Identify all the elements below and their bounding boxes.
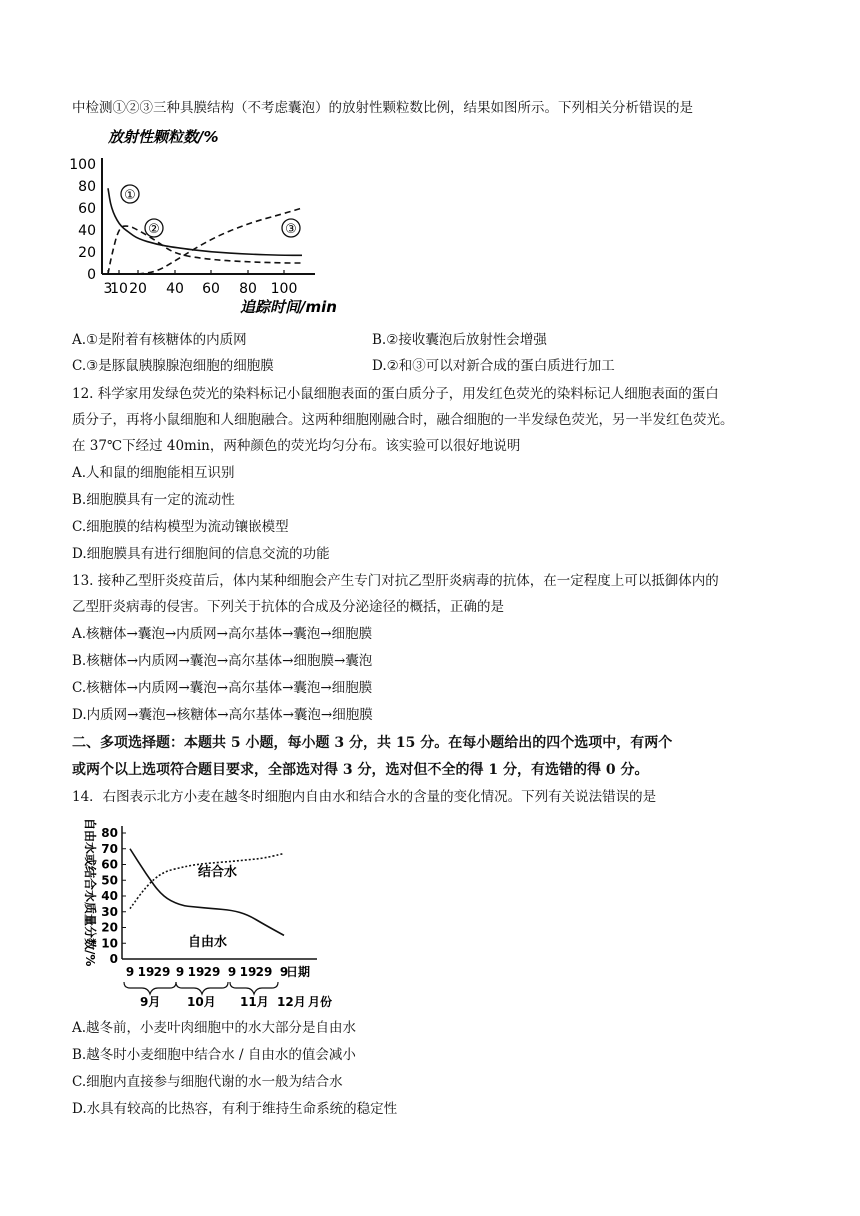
chart2-ylabel: 自由水或结合水质量分数/% xyxy=(83,818,97,967)
q13-stem-line1: 13. 接种乙型肝炎疫苗后，体内某种细胞会产生专门对抗乙型肝炎病毒的抗体，在一定程度上可以抵御体内的 xyxy=(72,573,719,589)
chart2-ytick-label: 60 xyxy=(101,857,118,872)
chart-water-content xyxy=(72,812,342,1012)
chart1-xtick-label: 3 xyxy=(103,281,113,297)
chart2-xtick-label: 29 xyxy=(203,965,221,979)
chart2-ytick-label: 70 xyxy=(101,841,118,856)
chart1-xlabel: 追踪时间/min xyxy=(240,298,337,316)
chart2-ytick-label: 50 xyxy=(101,873,118,888)
chart1-mark-2: ② xyxy=(148,222,160,237)
chart2-xtick-label: 9 xyxy=(175,965,185,979)
chart1-ytick-label: 100 xyxy=(69,157,96,173)
chart1-ytick-label: 80 xyxy=(78,179,96,195)
chart1-mark-3: ③ xyxy=(285,222,297,237)
chart1-ytick-label: 40 xyxy=(78,223,96,239)
q12-stem-line2: 质分子，再将小鼠细胞和人细胞融合。这两种细胞刚融合时，融合细胞的一半发绿色荧光，另一半发红色荧光。 xyxy=(72,412,734,428)
chart2-xtick-label: 29 xyxy=(153,965,171,979)
chart1-mark-1: ① xyxy=(124,188,136,203)
q14-option-a: A.越冬前，小麦叶肉细胞中的水大部分是自由水 xyxy=(72,1020,357,1036)
chart-radioactivity xyxy=(69,122,362,322)
q11-option-b: B.②接收囊泡后放射性会增强 xyxy=(372,332,547,348)
chart2-label-free-water: 自由水 xyxy=(188,935,228,950)
chart1-ytick-label: 60 xyxy=(78,201,96,217)
chart2-month-oct: 10月 xyxy=(187,995,216,1009)
q11-stem: 中检测①②③三种具膜结构（不考虑囊泡）的放射性颗粒数比例，结果如图所示。下列相关分析错误的是 xyxy=(72,100,693,116)
chart2-xtick-label: 19 xyxy=(239,965,257,979)
q14-option-d: D.水具有较高的比热容，有利于维持生命系统的稳定性 xyxy=(72,1101,398,1117)
chart1-xtick-label: 10 xyxy=(110,281,128,297)
chart2-ytick-label: 20 xyxy=(101,920,118,935)
q12-option-a: A.人和鼠的细胞能相互识别 xyxy=(72,465,235,481)
q12-stem-line3: 在 37℃下经过 40min，两种颜色的荧光均匀分布。该实验可以很好地说明 xyxy=(72,438,521,454)
q14-option-c: C.细胞内直接参与细胞代谢的水一般为结合水 xyxy=(72,1074,343,1090)
chart2-label-bound-water: 结合水 xyxy=(198,865,238,880)
q12-option-b: B.细胞膜具有一定的流动性 xyxy=(72,492,235,508)
chart2-ytick-label: 30 xyxy=(101,904,118,919)
q14-option-b: B.越冬时小麦细胞中结合水 / 自由水的值会减小 xyxy=(72,1047,356,1063)
q13-option-a: A.核糖体→囊泡→内质网→高尔基体→囊泡→细胞膜 xyxy=(72,626,373,642)
q13-option-d: D.内质网→囊泡→核糖体→高尔基体→囊泡→细胞膜 xyxy=(72,707,373,723)
q11-option-a: A.①是附着有核糖体的内质网 xyxy=(72,332,247,348)
chart1-xtick-label: 100 xyxy=(270,281,298,297)
q14-stem: 14．右图表示北方小麦在越冬时细胞内自由水和结合水的含量的变化情况。下列有关说法错误的是 xyxy=(72,789,657,805)
q12-option-d: D.细胞膜具有进行细胞间的信息交流的功能 xyxy=(72,546,330,562)
chart2-series-2-line xyxy=(130,849,284,936)
chart1-xtick-label: 40 xyxy=(166,281,184,297)
chart2-month-dec: 12月 xyxy=(277,995,306,1009)
chart2-xtick-label: 19 xyxy=(137,965,155,979)
chart1-ytick-label: 20 xyxy=(78,245,96,261)
section2-heading-line2: 或两个以上选项符合题目要求，全部选对得 3 分，选对但不全的得 1 分，有选错的得 0 分。 xyxy=(72,762,649,778)
chart2-ytick-label: 40 xyxy=(101,889,118,903)
q12-option-c: C.细胞膜的结构模型为流动镶嵌模型 xyxy=(72,519,289,535)
chart2-ytick-label: 80 xyxy=(101,826,118,840)
section2-heading-line1: 二、多项选择题：本题共 5 小题，每小题 3 分，共 15 分。在每小题给出的四个选项中，有两个 xyxy=(72,735,673,751)
chart2-xtick-label: 29 xyxy=(255,965,273,979)
chart1-ylabel: 放射性颗粒数/% xyxy=(108,128,219,146)
chart2-ytick-label: 10 xyxy=(101,936,118,951)
q12-stem-line1: 12. 科学家用发绿色荧光的染料标记小鼠细胞表面的蛋白质分子，用发红色荧光的染料标记人细胞表面的蛋白 xyxy=(72,386,719,402)
chart2-xtick-label: 9 xyxy=(279,965,289,979)
chart2-month-unit: 月份 xyxy=(308,995,333,1009)
q13-option-b: B.核糖体→内质网→囊泡→高尔基体→细胞膜→囊泡 xyxy=(72,653,373,669)
chart1-series-3-line xyxy=(138,208,302,274)
chart1-xtick-label: 20 xyxy=(129,281,147,297)
q11-option-c: C.③是豚鼠胰腺腺泡细胞的细胞膜 xyxy=(72,358,274,374)
q11-option-d: D.②和③可以对新合成的蛋白质进行加工 xyxy=(372,358,615,374)
chart2-xunit: 日期 xyxy=(286,965,311,979)
chart2-month-sep: 9月 xyxy=(140,995,161,1009)
chart2-xtick-label: 9 xyxy=(125,965,135,979)
q13-option-c: C.核糖体→内质网→囊泡→高尔基体→囊泡→细胞膜 xyxy=(72,680,373,696)
chart2-month-nov: 11月 xyxy=(240,995,269,1009)
q13-stem-line2: 乙型肝炎病毒的侵害。下列关于抗体的合成及分泌途径的概括，正确的是 xyxy=(72,599,504,615)
chart1-series-2-line xyxy=(108,226,302,274)
chart2-ytick-label: 0 xyxy=(109,952,118,966)
chart2-series-1-line xyxy=(130,853,284,908)
chart2-xtick-label: 19 xyxy=(187,965,205,979)
chart1-xtick-label: 60 xyxy=(202,281,220,297)
chart1-ytick-label: 0 xyxy=(87,267,96,283)
chart1-xtick-label: 80 xyxy=(239,281,257,297)
chart2-xtick-label: 9 xyxy=(227,965,237,979)
